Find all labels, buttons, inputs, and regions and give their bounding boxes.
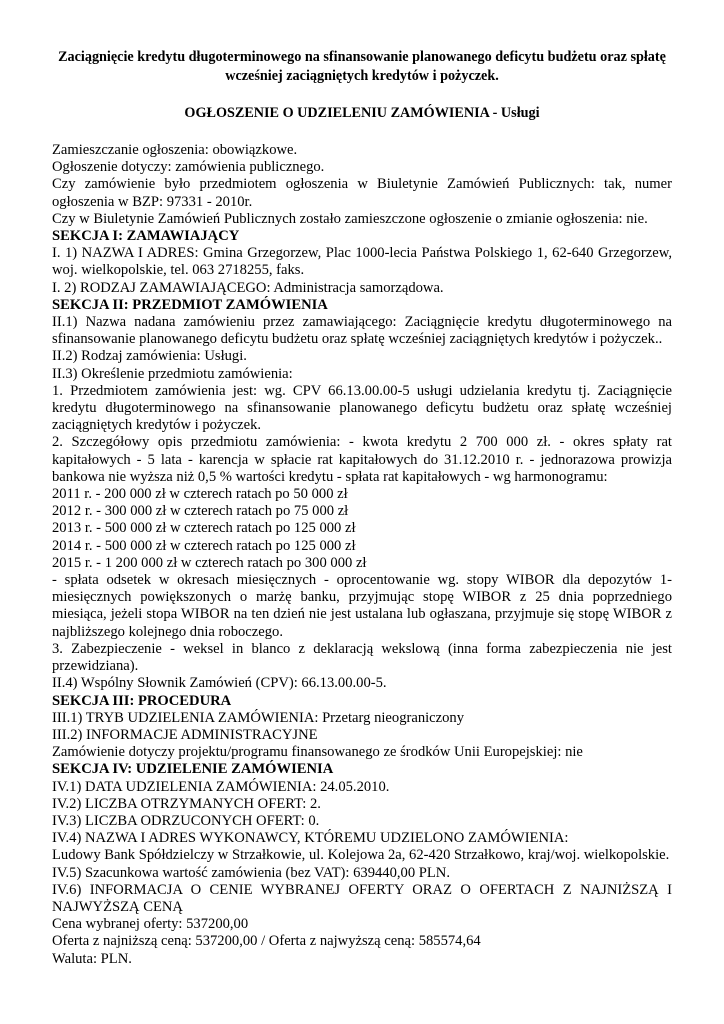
- schedule-item: 2013 r. - 500 000 zł w czterech ratach po 125 000 zł: [52, 520, 356, 537]
- contract-type: II.2) Rodzaj zamówienia: Usługi.: [52, 348, 247, 365]
- security-terms: 3. Zabezpieczenie - weksel in blanco z deklaracją wekslową (inna forma zabezpieczenia nie jest przewidziana).: [52, 640, 672, 675]
- offers-received: IV.2) LICZBA OTRZYMANYCH OFERT: 2.: [52, 795, 321, 812]
- section-2-heading: SEKCJA II: PRZEDMIOT ZAMÓWIENIA: [52, 296, 328, 313]
- selected-offer-price: Cena wybranej oferty: 537200,00: [52, 916, 249, 933]
- intro-line: Ogłoszenie dotyczy: zamówienia publicznego.: [52, 159, 325, 176]
- contractor-name: Ludowy Bank Spółdzielczy w Strzałkowie, ul. Kolejowa 2a, 62-420 Strzałkowo, kraj/woj. wielkopolskie.: [52, 847, 670, 864]
- contracting-authority-type: I. 2) RODZAJ ZAMAWIAJĄCEGO: Administracja samorządowa.: [52, 279, 444, 296]
- estimated-value: IV.5) Szacunkowa wartość zamówienia (bez VAT): 639440,00 PLN.: [52, 864, 450, 881]
- schedule-item: 2014 r. - 500 000 zł w czterech ratach po 125 000 zł: [52, 537, 356, 554]
- section-1-heading: SEKCJA I: ZAMAWIAJĄCY: [52, 228, 240, 245]
- contract-subject: 1. Przedmiotem zamówienia jest: wg. CPV 66.13.00.00-5 usługi udzielania kredytu tj. Zaciągnięcie kredytu długoterminowego na sfinansowanie planowanego deficytu budżetu oraz spłatę wcześniej zaciągniętych kredytów i pożyczek.: [52, 382, 672, 434]
- contractor-label: IV.4) NAZWA I ADRES WYKONAWCY, KTÓREMU UDZIELONO ZAMÓWIENIA:: [52, 830, 569, 847]
- notice-heading: OGŁOSZENIE O UDZIELENIU ZAMÓWIENIA - Usługi: [184, 105, 540, 121]
- contracting-authority-address: I. 1) NAZWA I ADRES: Gmina Grzegorzew, Plac 1000-lecia Państwa Polskiego 1, 62-640 Grzegorzew, woj. wielkopolskie, tel. 063 2718255, faks.: [52, 245, 672, 279]
- procedure-type: III.1) TRYB UDZIELENIA ZAMÓWIENIA: Przetarg nieograniczony: [52, 709, 465, 726]
- eu-funding: Zamówienie dotyczy projektu/programu finansowanego ze środków Unii Europejskiej: nie: [52, 744, 583, 761]
- interest-terms: - spłata odsetek w okresach miesięcznych - oprocentowanie wg. stopy WIBOR dla depozytów 1-miesięcznych powiększonych o marżę banku, przyjmując stopę WIBOR z 25 dnia poprzedniego miesiąca, jeżeli stopa WIBOR na ten dzień nie jest ustalana lub ogłaszana, przyjmuje się stopę WIBOR z najbliższego kolejnego dnia roboczego.: [52, 572, 672, 640]
- lowest-highest-offer: Oferta z najniższą ceną: 537200,00 / Oferta z najwyższą ceną: 585574,64: [52, 933, 481, 950]
- schedule-item: 2011 r. - 200 000 zł w czterech ratach po 50 000 zł: [52, 486, 348, 503]
- schedule-item: 2012 r. - 300 000 zł w czterech ratach po 75 000 zł: [52, 503, 349, 520]
- contract-name: II.1) Nazwa nadana zamówieniu przez zamawiającego: Zaciągnięcie kredytu długoterminowego na sfinansowanie planowanego deficytu budżetu oraz spłatę wcześniej zaciągniętych kredytów i pożyczek..: [52, 314, 672, 348]
- document-title: Zaciągnięcie kredytu długoterminowego na sfinansowanie planowanego deficytu budżetu oraz spłatę wcześniej zaciągniętych kredytów i pożyczek.: [58, 49, 666, 84]
- administrative-info: III.2) INFORMACJE ADMINISTRACYJNE: [52, 726, 318, 743]
- currency: Waluta: PLN.: [52, 950, 132, 967]
- section-4-heading: SEKCJA IV: UDZIELENIE ZAMÓWIENIA: [52, 761, 334, 778]
- schedule-item: 2015 r. - 1 200 000 zł w czterech ratach po 300 000 zł: [52, 554, 367, 571]
- intro-line: Czy w Biuletynie Zamówień Publicznych zostało zamieszczone ogłoszenie o zmianie ogłoszenia: nie.: [52, 210, 648, 227]
- detailed-description: 2. Szczegółowy opis przedmiotu zamówienia: - kwota kredytu 2 700 000 zł. - okres spłaty rat kapitałowych - 5 lata - karencja w spłacie rat kapitałowych do 31.12.2010 r. - jednorazowa prowizja bankowa nie wyższa niż 0,5 % wartości kredytu - spłata rat kapitałowych - wg harmonogramu:: [52, 434, 672, 485]
- intro-line: Zamieszczanie ogłoszenia: obowiązkowe.: [52, 142, 298, 158]
- price-info-heading: IV.6) INFORMACJA O CENIE WYBRANEJ OFERTY ORAZ O OFERTACH Z NAJNIŻSZĄ I NAJWYŻSZĄ CENĄ: [52, 881, 672, 915]
- section-3-heading: SEKCJA III: PROCEDURA: [52, 692, 232, 709]
- intro-line: Czy zamówienie było przedmiotem ogłoszenia w Biuletynie Zamówień Publicznych: tak, numer ogłoszenia w BZP: 97331 - 2010r.: [52, 176, 672, 210]
- award-date: IV.1) DATA UDZIELENIA ZAMÓWIENIA: 24.05.2010.: [52, 778, 390, 795]
- contract-subject-label: II.3) Określenie przedmiotu zamówienia:: [52, 365, 293, 382]
- offers-rejected: IV.3) LICZBA ODRZUCONYCH OFERT: 0.: [52, 812, 320, 829]
- cpv-code: II.4) Wspólny Słownik Zamówień (CPV): 66.13.00.00-5.: [52, 675, 387, 692]
